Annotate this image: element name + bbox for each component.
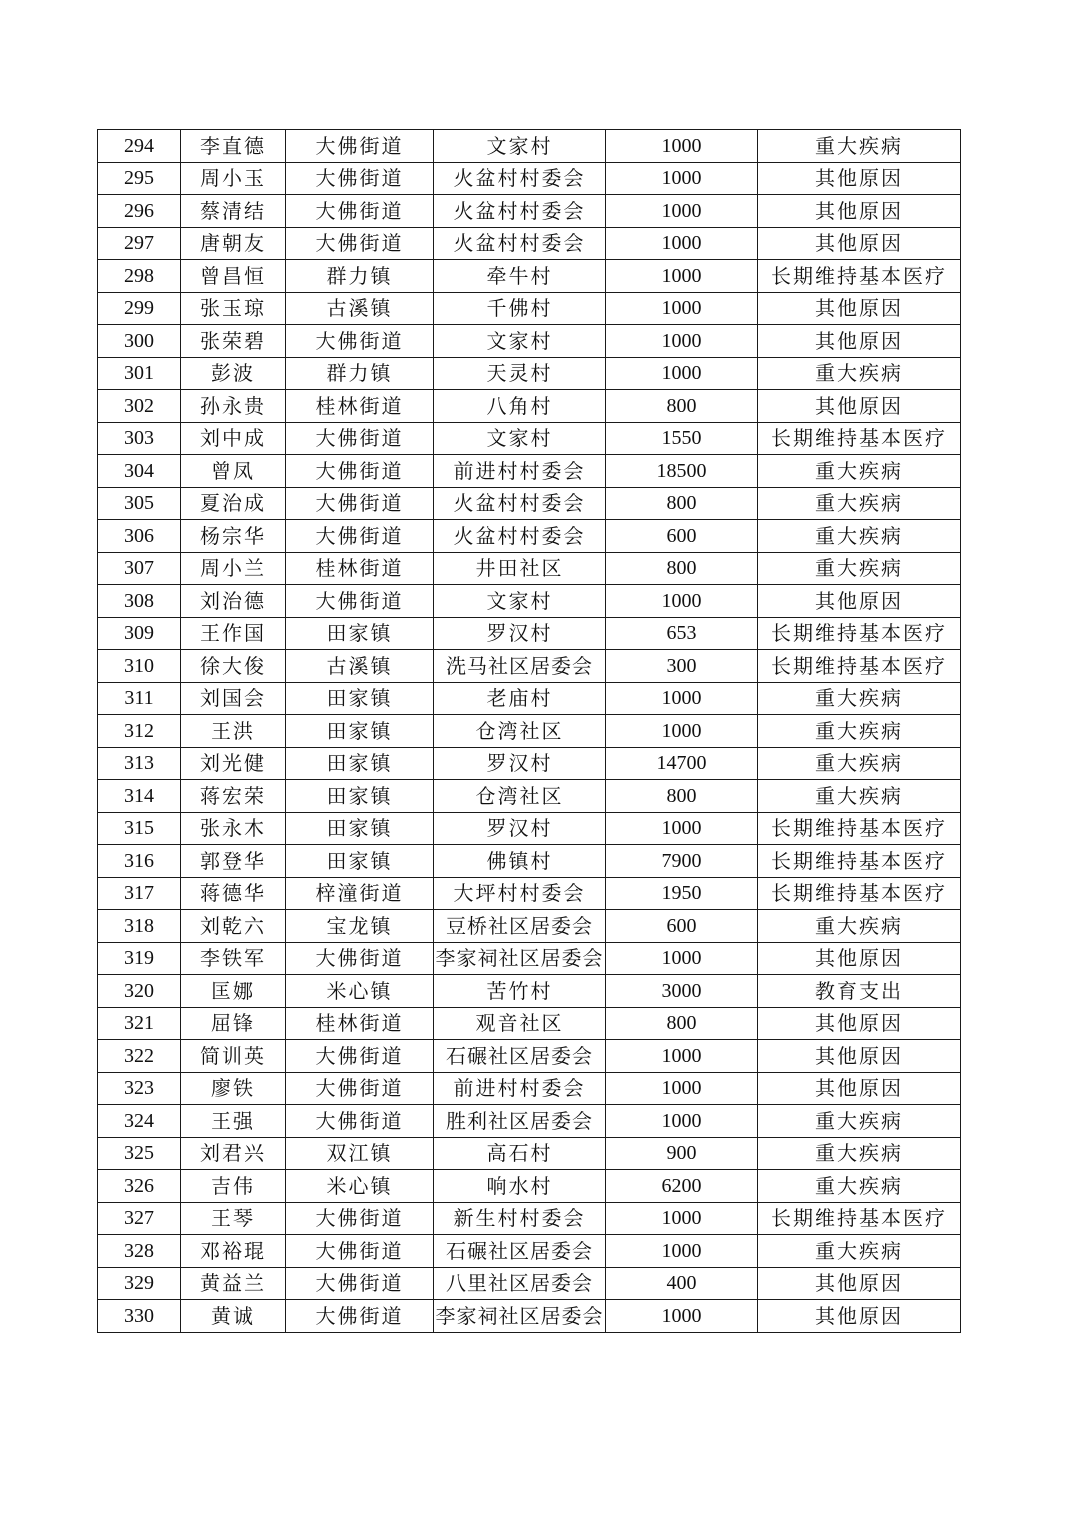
cell-serial-number: 308 <box>98 585 181 618</box>
cell-amount: 1000 <box>606 227 758 260</box>
cell-reason: 其他原因 <box>758 1040 961 1073</box>
cell-person-name: 刘治德 <box>181 585 286 618</box>
table-row <box>98 1267 961 1300</box>
cell-reason: 重大疾病 <box>758 1235 961 1268</box>
cell-reason: 长期维持基本医疗 <box>758 877 961 910</box>
cell-village: 石碾社区居委会 <box>434 1040 606 1073</box>
cell-amount: 800 <box>606 780 758 813</box>
cell-amount: 1000 <box>606 1300 758 1333</box>
cell-serial-number: 326 <box>98 1170 181 1203</box>
cell-town: 田家镇 <box>286 747 434 780</box>
table-row <box>98 325 961 358</box>
cell-village: 罗汉村 <box>434 812 606 845</box>
cell-reason: 重大疾病 <box>758 910 961 943</box>
cell-town: 大佛街道 <box>286 195 434 228</box>
cell-amount: 1000 <box>606 585 758 618</box>
cell-person-name: 刘国会 <box>181 682 286 715</box>
cell-town: 群力镇 <box>286 357 434 390</box>
cell-village: 火盆村村委会 <box>434 195 606 228</box>
table-row <box>98 552 961 585</box>
cell-person-name: 黄诚 <box>181 1300 286 1333</box>
cell-reason: 其他原因 <box>758 1267 961 1300</box>
cell-amount: 1000 <box>606 682 758 715</box>
cell-village: 文家村 <box>434 130 606 163</box>
cell-town: 大佛街道 <box>286 1202 434 1235</box>
cell-town: 田家镇 <box>286 682 434 715</box>
cell-amount: 1000 <box>606 942 758 975</box>
cell-village: 李家祠社区居委会 <box>434 1300 606 1333</box>
cell-reason: 重大疾病 <box>758 682 961 715</box>
cell-reason: 其他原因 <box>758 390 961 423</box>
cell-town: 田家镇 <box>286 780 434 813</box>
cell-village: 火盆村村委会 <box>434 487 606 520</box>
cell-reason: 重大疾病 <box>758 1105 961 1138</box>
cell-town: 米心镇 <box>286 1170 434 1203</box>
cell-person-name: 邓裕琨 <box>181 1235 286 1268</box>
cell-village: 火盆村村委会 <box>434 520 606 553</box>
cell-amount: 600 <box>606 520 758 553</box>
table-row <box>98 455 961 488</box>
cell-reason: 其他原因 <box>758 585 961 618</box>
cell-amount: 3000 <box>606 975 758 1008</box>
cell-reason: 重大疾病 <box>758 780 961 813</box>
table-row <box>98 422 961 455</box>
cell-village: 仓湾社区 <box>434 715 606 748</box>
cell-reason: 长期维持基本医疗 <box>758 650 961 683</box>
cell-village: 千佛村 <box>434 292 606 325</box>
cell-amount: 1000 <box>606 1105 758 1138</box>
table-row <box>98 585 961 618</box>
cell-serial-number: 300 <box>98 325 181 358</box>
table-row <box>98 260 961 293</box>
cell-amount: 800 <box>606 1007 758 1040</box>
cell-reason: 重大疾病 <box>758 715 961 748</box>
table-row <box>98 910 961 943</box>
cell-reason: 其他原因 <box>758 942 961 975</box>
cell-amount: 6200 <box>606 1170 758 1203</box>
cell-town: 大佛街道 <box>286 162 434 195</box>
cell-reason: 重大疾病 <box>758 1170 961 1203</box>
table-row <box>98 812 961 845</box>
cell-serial-number: 296 <box>98 195 181 228</box>
cell-town: 田家镇 <box>286 812 434 845</box>
cell-amount: 1000 <box>606 812 758 845</box>
cell-serial-number: 301 <box>98 357 181 390</box>
cell-town: 桂林街道 <box>286 552 434 585</box>
cell-amount: 1000 <box>606 325 758 358</box>
cell-town: 大佛街道 <box>286 585 434 618</box>
cell-amount: 653 <box>606 617 758 650</box>
cell-serial-number: 311 <box>98 682 181 715</box>
cell-person-name: 王琴 <box>181 1202 286 1235</box>
cell-amount: 18500 <box>606 455 758 488</box>
cell-amount: 300 <box>606 650 758 683</box>
cell-serial-number: 299 <box>98 292 181 325</box>
table-row <box>98 357 961 390</box>
cell-reason: 重大疾病 <box>758 520 961 553</box>
cell-reason: 长期维持基本医疗 <box>758 422 961 455</box>
cell-serial-number: 297 <box>98 227 181 260</box>
cell-town: 米心镇 <box>286 975 434 1008</box>
cell-amount: 900 <box>606 1137 758 1170</box>
cell-person-name: 李直德 <box>181 130 286 163</box>
cell-person-name: 刘君兴 <box>181 1137 286 1170</box>
cell-amount: 800 <box>606 552 758 585</box>
cell-reason: 重大疾病 <box>758 552 961 585</box>
cell-town: 田家镇 <box>286 617 434 650</box>
cell-town: 大佛街道 <box>286 455 434 488</box>
table-row <box>98 162 961 195</box>
cell-serial-number: 322 <box>98 1040 181 1073</box>
cell-reason: 重大疾病 <box>758 1137 961 1170</box>
cell-reason: 其他原因 <box>758 162 961 195</box>
cell-reason: 长期维持基本医疗 <box>758 845 961 878</box>
cell-town: 大佛街道 <box>286 942 434 975</box>
cell-serial-number: 318 <box>98 910 181 943</box>
cell-reason: 其他原因 <box>758 1300 961 1333</box>
cell-serial-number: 295 <box>98 162 181 195</box>
cell-village: 火盆村村委会 <box>434 162 606 195</box>
cell-person-name: 徐大俊 <box>181 650 286 683</box>
cell-person-name: 曾凤 <box>181 455 286 488</box>
cell-village: 老庙村 <box>434 682 606 715</box>
cell-village: 胜利社区居委会 <box>434 1105 606 1138</box>
table-row <box>98 682 961 715</box>
cell-serial-number: 306 <box>98 520 181 553</box>
cell-serial-number: 307 <box>98 552 181 585</box>
cell-town: 大佛街道 <box>286 487 434 520</box>
table-row <box>98 780 961 813</box>
cell-town: 大佛街道 <box>286 422 434 455</box>
cell-serial-number: 310 <box>98 650 181 683</box>
cell-serial-number: 327 <box>98 1202 181 1235</box>
cell-town: 桂林街道 <box>286 390 434 423</box>
cell-reason: 重大疾病 <box>758 487 961 520</box>
table-row <box>98 1105 961 1138</box>
cell-reason: 长期维持基本医疗 <box>758 260 961 293</box>
cell-reason: 其他原因 <box>758 1072 961 1105</box>
cell-person-name: 吉伟 <box>181 1170 286 1203</box>
cell-village: 大坪村村委会 <box>434 877 606 910</box>
cell-town: 双江镇 <box>286 1137 434 1170</box>
cell-serial-number: 324 <box>98 1105 181 1138</box>
cell-person-name: 王作国 <box>181 617 286 650</box>
cell-person-name: 刘光健 <box>181 747 286 780</box>
cell-village: 火盆村村委会 <box>434 227 606 260</box>
cell-amount: 1000 <box>606 260 758 293</box>
cell-person-name: 蒋宏荣 <box>181 780 286 813</box>
table-row <box>98 390 961 423</box>
table-row <box>98 1137 961 1170</box>
cell-amount: 800 <box>606 487 758 520</box>
cell-person-name: 夏治成 <box>181 487 286 520</box>
cell-town: 古溪镇 <box>286 650 434 683</box>
cell-amount: 1550 <box>606 422 758 455</box>
cell-serial-number: 330 <box>98 1300 181 1333</box>
cell-person-name: 曾昌恒 <box>181 260 286 293</box>
cell-town: 大佛街道 <box>286 130 434 163</box>
cell-town: 桂林街道 <box>286 1007 434 1040</box>
cell-reason: 长期维持基本医疗 <box>758 617 961 650</box>
table-row <box>98 195 961 228</box>
cell-person-name: 彭波 <box>181 357 286 390</box>
cell-serial-number: 319 <box>98 942 181 975</box>
table-row <box>98 1170 961 1203</box>
cell-village: 洗马社区居委会 <box>434 650 606 683</box>
cell-town: 梓潼街道 <box>286 877 434 910</box>
cell-person-name: 简训英 <box>181 1040 286 1073</box>
cell-village: 观音社区 <box>434 1007 606 1040</box>
cell-serial-number: 325 <box>98 1137 181 1170</box>
cell-serial-number: 328 <box>98 1235 181 1268</box>
cell-amount: 1000 <box>606 1235 758 1268</box>
cell-village: 井田社区 <box>434 552 606 585</box>
cell-village: 佛镇村 <box>434 845 606 878</box>
cell-serial-number: 329 <box>98 1267 181 1300</box>
table-row <box>98 487 961 520</box>
cell-serial-number: 305 <box>98 487 181 520</box>
cell-amount: 7900 <box>606 845 758 878</box>
table-row <box>98 877 961 910</box>
cell-amount: 1000 <box>606 715 758 748</box>
table-row <box>98 715 961 748</box>
cell-village: 前进村村委会 <box>434 1072 606 1105</box>
cell-town: 大佛街道 <box>286 325 434 358</box>
cell-reason: 重大疾病 <box>758 357 961 390</box>
cell-serial-number: 315 <box>98 812 181 845</box>
cell-amount: 1000 <box>606 130 758 163</box>
cell-village: 李家祠社区居委会 <box>434 942 606 975</box>
table-row <box>98 942 961 975</box>
cell-serial-number: 298 <box>98 260 181 293</box>
table-row <box>98 227 961 260</box>
cell-serial-number: 313 <box>98 747 181 780</box>
cell-village: 新生村村委会 <box>434 1202 606 1235</box>
cell-village: 高石村 <box>434 1137 606 1170</box>
table-row <box>98 130 961 163</box>
cell-person-name: 王强 <box>181 1105 286 1138</box>
cell-town: 宝龙镇 <box>286 910 434 943</box>
cell-village: 响水村 <box>434 1170 606 1203</box>
cell-village: 苦竹村 <box>434 975 606 1008</box>
cell-town: 大佛街道 <box>286 1300 434 1333</box>
cell-village: 文家村 <box>434 585 606 618</box>
cell-serial-number: 303 <box>98 422 181 455</box>
cell-amount: 1000 <box>606 162 758 195</box>
cell-town: 大佛街道 <box>286 520 434 553</box>
cell-person-name: 郭登华 <box>181 845 286 878</box>
table-row <box>98 650 961 683</box>
cell-village: 仓湾社区 <box>434 780 606 813</box>
cell-amount: 600 <box>606 910 758 943</box>
cell-amount: 800 <box>606 390 758 423</box>
cell-person-name: 刘中成 <box>181 422 286 455</box>
cell-person-name: 孙永贵 <box>181 390 286 423</box>
cell-village: 石碾社区居委会 <box>434 1235 606 1268</box>
cell-person-name: 李铁军 <box>181 942 286 975</box>
cell-serial-number: 312 <box>98 715 181 748</box>
cell-town: 大佛街道 <box>286 227 434 260</box>
cell-amount: 1000 <box>606 195 758 228</box>
cell-serial-number: 314 <box>98 780 181 813</box>
cell-serial-number: 321 <box>98 1007 181 1040</box>
cell-serial-number: 304 <box>98 455 181 488</box>
cell-village: 豆桥社区居委会 <box>434 910 606 943</box>
cell-person-name: 王洪 <box>181 715 286 748</box>
cell-town: 田家镇 <box>286 845 434 878</box>
cell-town: 大佛街道 <box>286 1105 434 1138</box>
table-body <box>98 130 961 1333</box>
cell-amount: 400 <box>606 1267 758 1300</box>
cell-village: 前进村村委会 <box>434 455 606 488</box>
cell-amount: 1950 <box>606 877 758 910</box>
cell-reason: 其他原因 <box>758 292 961 325</box>
cell-village: 八里社区居委会 <box>434 1267 606 1300</box>
cell-person-name: 张玉琼 <box>181 292 286 325</box>
cell-village: 牵牛村 <box>434 260 606 293</box>
cell-reason: 重大疾病 <box>758 130 961 163</box>
cell-serial-number: 302 <box>98 390 181 423</box>
cell-person-name: 张永木 <box>181 812 286 845</box>
cell-amount: 1000 <box>606 1040 758 1073</box>
cell-town: 大佛街道 <box>286 1072 434 1105</box>
cell-amount: 1000 <box>606 1202 758 1235</box>
cell-village: 八角村 <box>434 390 606 423</box>
cell-serial-number: 317 <box>98 877 181 910</box>
assistance-table <box>97 129 961 1333</box>
cell-amount: 1000 <box>606 357 758 390</box>
table-row <box>98 1007 961 1040</box>
cell-person-name: 廖铁 <box>181 1072 286 1105</box>
cell-person-name: 匡娜 <box>181 975 286 1008</box>
cell-town: 大佛街道 <box>286 1040 434 1073</box>
cell-reason: 长期维持基本医疗 <box>758 1202 961 1235</box>
cell-serial-number: 320 <box>98 975 181 1008</box>
table-row <box>98 975 961 1008</box>
cell-reason: 重大疾病 <box>758 747 961 780</box>
cell-town: 古溪镇 <box>286 292 434 325</box>
table-row <box>98 617 961 650</box>
cell-person-name: 杨宗华 <box>181 520 286 553</box>
table-row <box>98 1300 961 1333</box>
cell-town: 大佛街道 <box>286 1235 434 1268</box>
cell-person-name: 周小玉 <box>181 162 286 195</box>
table-row <box>98 747 961 780</box>
table-row <box>98 292 961 325</box>
cell-serial-number: 309 <box>98 617 181 650</box>
cell-reason: 长期维持基本医疗 <box>758 812 961 845</box>
cell-person-name: 张荣碧 <box>181 325 286 358</box>
cell-reason: 其他原因 <box>758 1007 961 1040</box>
cell-reason: 其他原因 <box>758 325 961 358</box>
cell-amount: 14700 <box>606 747 758 780</box>
cell-reason: 重大疾病 <box>758 455 961 488</box>
cell-amount: 1000 <box>606 1072 758 1105</box>
cell-person-name: 蔡清结 <box>181 195 286 228</box>
cell-serial-number: 294 <box>98 130 181 163</box>
cell-village: 文家村 <box>434 422 606 455</box>
cell-person-name: 周小兰 <box>181 552 286 585</box>
table-row <box>98 1235 961 1268</box>
cell-village: 天灵村 <box>434 357 606 390</box>
table-row <box>98 1202 961 1235</box>
cell-town: 群力镇 <box>286 260 434 293</box>
cell-person-name: 黄益兰 <box>181 1267 286 1300</box>
table-row <box>98 845 961 878</box>
cell-amount: 1000 <box>606 292 758 325</box>
cell-village: 文家村 <box>434 325 606 358</box>
cell-village: 罗汉村 <box>434 747 606 780</box>
table-row <box>98 1072 961 1105</box>
cell-person-name: 唐朝友 <box>181 227 286 260</box>
table-row <box>98 1040 961 1073</box>
cell-serial-number: 316 <box>98 845 181 878</box>
cell-reason: 教育支出 <box>758 975 961 1008</box>
cell-town: 田家镇 <box>286 715 434 748</box>
table-row <box>98 520 961 553</box>
cell-person-name: 刘乾六 <box>181 910 286 943</box>
cell-village: 罗汉村 <box>434 617 606 650</box>
cell-reason: 其他原因 <box>758 195 961 228</box>
cell-person-name: 屈锋 <box>181 1007 286 1040</box>
cell-reason: 其他原因 <box>758 227 961 260</box>
cell-person-name: 蒋德华 <box>181 877 286 910</box>
cell-town: 大佛街道 <box>286 1267 434 1300</box>
cell-serial-number: 323 <box>98 1072 181 1105</box>
